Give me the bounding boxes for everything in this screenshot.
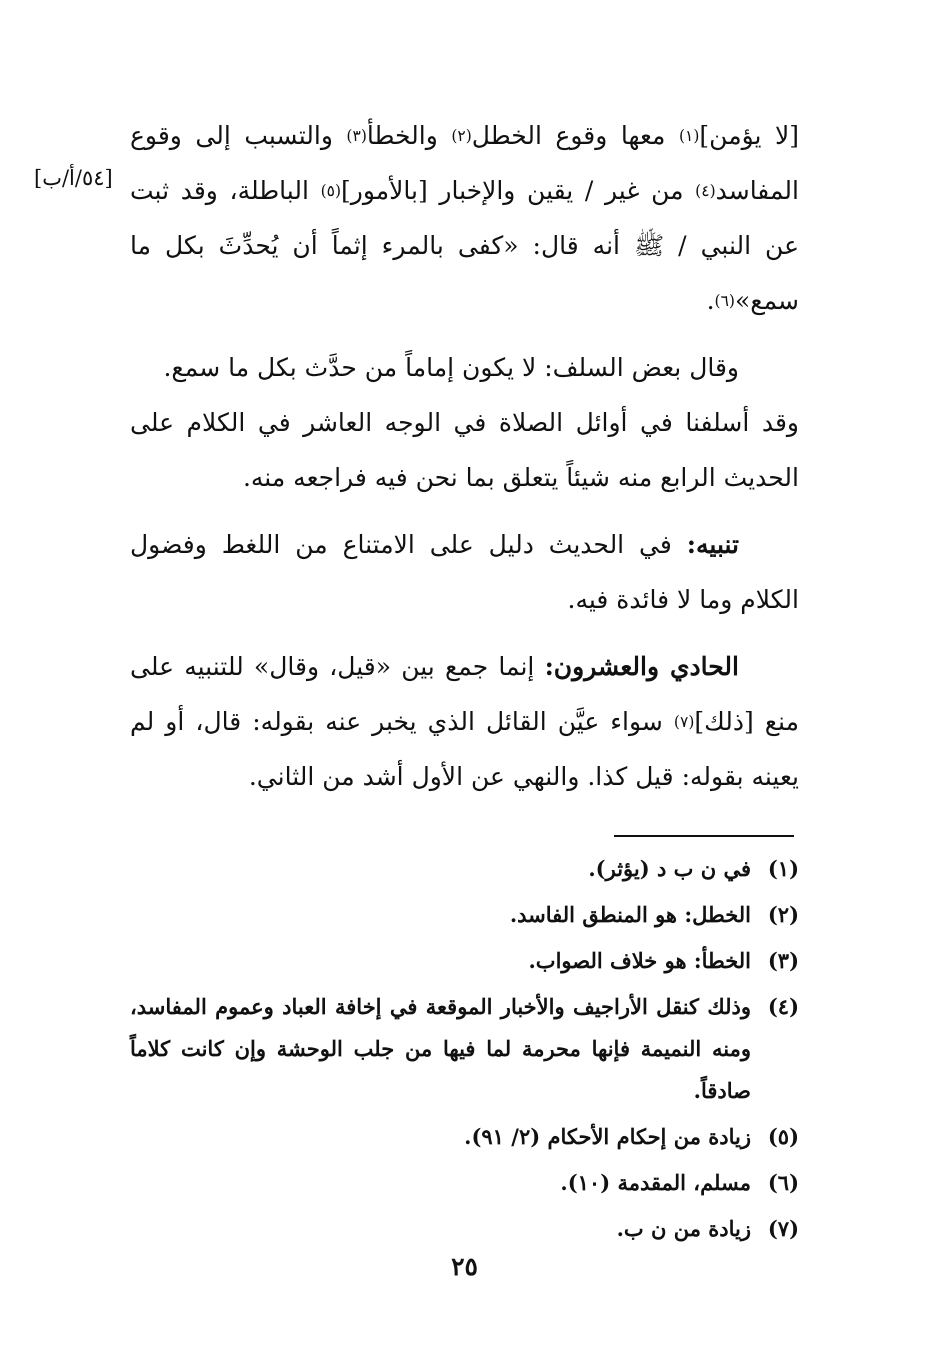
footnote-text: وذلك كنقل الأراجيف والأخبار الموقعة في إخافة العباد وعموم المفاسد، ومنه النميمة فإنها محرمة لما فيها من جلب الوحشة وإن كانت كلاماً صادقاً. [130,994,751,1103]
text-run: [لا يؤمن] [699,121,799,150]
paragraph-twenty-first [130,639,799,804]
text-run: سواء عيَّن القائل الذي يخبر عنه بقوله: قال، أو لم يعينه بقوله: قيل كذا. والنهي عن الأول أشد من الثاني. [130,707,799,791]
footnote-text: في ن ب د (يؤثر). [588,856,751,881]
paragraph-note [130,517,799,627]
text-run: وقال بعض السلف: لا يكون إماماً من حدَّث بكل ما سمع. [163,353,739,382]
footnote-ref: (٢) [451,126,472,145]
main-text [130,108,799,804]
paragraph-1 [130,108,799,328]
paragraph-3 [130,395,799,505]
footnote-item [130,894,799,936]
section-heading: الحادي والعشرون: [544,652,739,681]
footnote-ref: (٦) [714,291,735,310]
footnote-text: الخطل: هو المنطق الفاسد. [509,902,751,927]
text-run: معها وقوع الخطل [471,121,679,150]
footnote-number: (٧) [767,1216,799,1241]
footnote-text: الخطأ: هو خلاف الصواب. [528,948,751,973]
footnote-ref: (١) [678,126,700,145]
margin-folio-note: [٥٤/أ/ب] [34,166,113,190]
note-heading: تنبيه: [686,530,739,559]
text-run: والتسبب إلى وقوع المفاسد [130,121,799,205]
text-run: وقد أسلفنا في أوائل الصلاة في الوجه العاشر في الكلام على الحديث الرابع منه شيئاً يتعلق بما نحن فيه فراجعه منه. [130,408,799,492]
footnote-number: (١) [767,856,799,881]
paragraph-2 [130,340,799,395]
text-run: . [706,286,715,315]
text-run: الباطلة، وقد ثبت عن النبي / ﷺ أنه قال: «كفى بالمرء إثماً أن يُحدِّثَ بكل ما سمع» [130,176,799,315]
text-run: إنما جمع بين «قيل، وقال» للتنبيه على منع [ذلك] [130,652,799,736]
footnote-number: (٥) [767,1124,799,1149]
footnote-ref: (٧) [673,712,695,731]
footnote-item [130,940,799,982]
footnote-item [130,1162,799,1204]
footnote-text: مسلم، المقدمة (١٠). [560,1170,751,1195]
footnote-text: زيادة من إحكام الأحكام (٢/ ٩١). [464,1124,751,1149]
footnote-ref: (٤) [695,181,716,200]
footnote-number: (٤) [767,994,799,1019]
footnote-divider [614,835,794,837]
footnote-item [130,1208,799,1250]
footnote-text: زيادة من ن ب. [616,1216,751,1241]
footnote-item [130,848,799,890]
footnote-number: (٢) [767,902,799,927]
text-run: في الحديث دليل على الامتناع من اللغط وفضول الكلام وما لا فائدة فيه. [130,530,799,614]
footnote-ref: (٥) [320,181,342,200]
text-run: من غير / يقين والإخبار [بالأمور] [341,176,696,205]
footnote-number: (٣) [767,948,799,973]
footnote-number: (٦) [767,1170,799,1195]
footnotes [130,848,799,1254]
footnote-ref: (٣) [346,126,367,145]
footnote-item [130,1116,799,1158]
text-run: والخطأ [366,121,452,150]
page-number: ٢٥ [451,1252,478,1281]
footnote-item [130,986,799,1112]
